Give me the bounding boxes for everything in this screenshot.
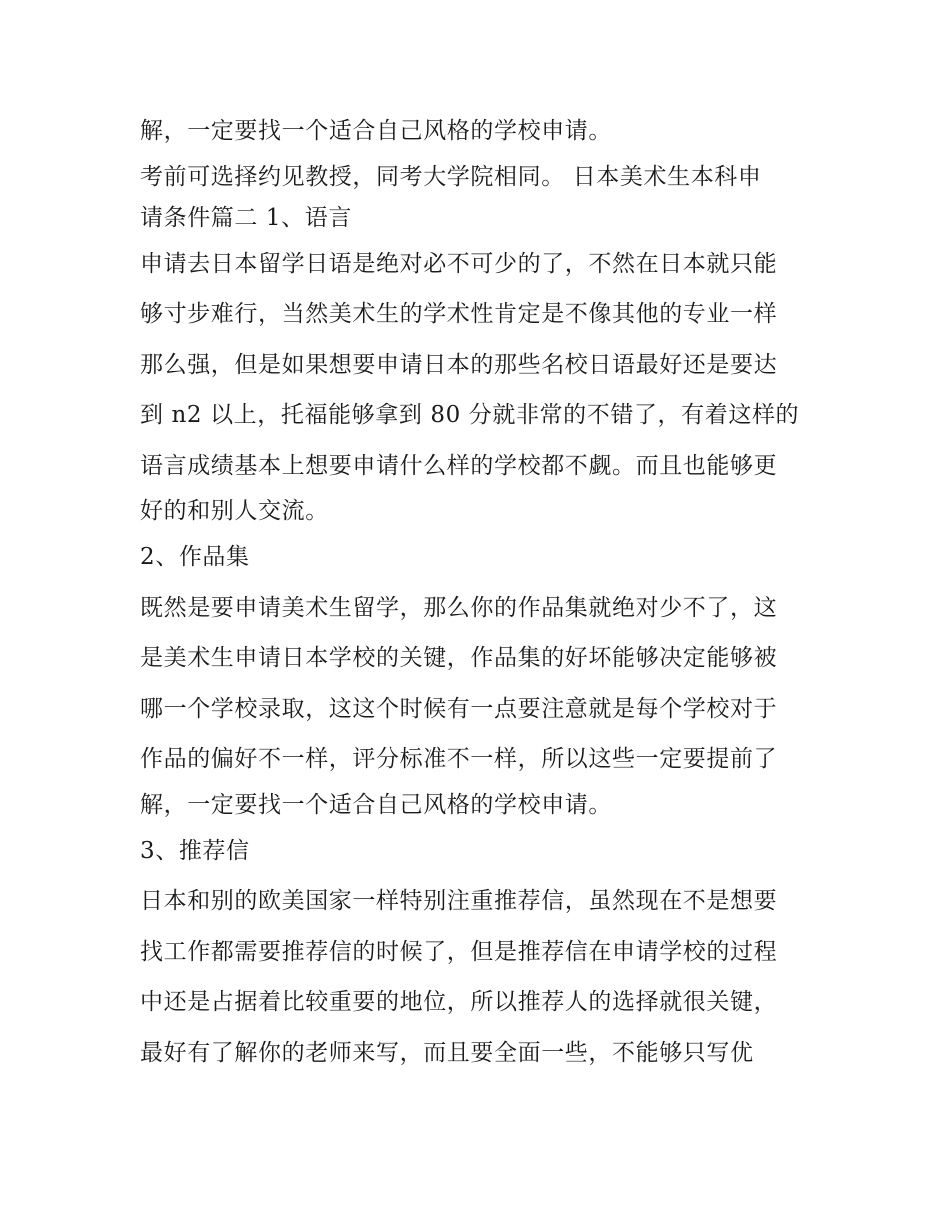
document-body bbox=[140, 106, 820, 1078]
text-line: 请条件篇二 1、语言 bbox=[140, 204, 352, 231]
section-heading: 3、推荐信 bbox=[140, 837, 250, 864]
text-line: 找工作都需要推荐信的时候了，但是推荐信在申请学校的过程 bbox=[140, 938, 778, 965]
text-line: 考前可选择约见教授，同考大学院相同。 日本美术生本科申 bbox=[140, 163, 762, 190]
text-line: 中还是占据着比较重要的地位，所以推荐人的选择就很关键， bbox=[140, 989, 778, 1015]
text-line: 解，一定要找一个适合自己风格的学校申请。 bbox=[140, 791, 612, 818]
text-line: 语言成绩基本上想要申请什么样的学校都不觑。而且也能够更 bbox=[140, 452, 778, 479]
text-line: 是美术生申请日本学校的关键，作品集的好坏能够决定能够被 bbox=[140, 645, 778, 671]
text-line: 既然是要申请美术生留学，那么你的作品集就绝对少不了，这 bbox=[140, 594, 778, 621]
text-line: 到 n2 以上，托福能够拿到 80 分就非常的不错了，有着这样的 bbox=[140, 402, 800, 428]
text-line: 够寸步难行，当然美术生的学术性肯定是不像其他的专业一样 bbox=[140, 301, 778, 327]
text-line: 解，一定要找一个适合自己风格的学校申请。 bbox=[140, 118, 612, 144]
text-line: 那么强，但是如果想要申请日本的那些名校日语最好还是要达 bbox=[140, 351, 778, 378]
text-line: 申请去日本留学日语是绝对必不可少的了，不然在日本就只能 bbox=[140, 250, 778, 277]
text-line: 好的和别人交流。 bbox=[140, 498, 329, 524]
text-line: 最好有了解你的老师来写，而且要全面一些，不能够只写优 bbox=[140, 1039, 754, 1066]
section-heading: 2、作品集 bbox=[140, 544, 250, 570]
text-line: 日本和别的欧美国家一样特别注重推荐信，虽然现在不是想要 bbox=[140, 888, 778, 914]
text-line: 哪一个学校录取，这这个时候有一点要注意就是每个学校对于 bbox=[140, 695, 778, 722]
text-line: 作品的偏好不一样，评分标准不一样，所以这些一定要提前了 bbox=[140, 746, 778, 772]
